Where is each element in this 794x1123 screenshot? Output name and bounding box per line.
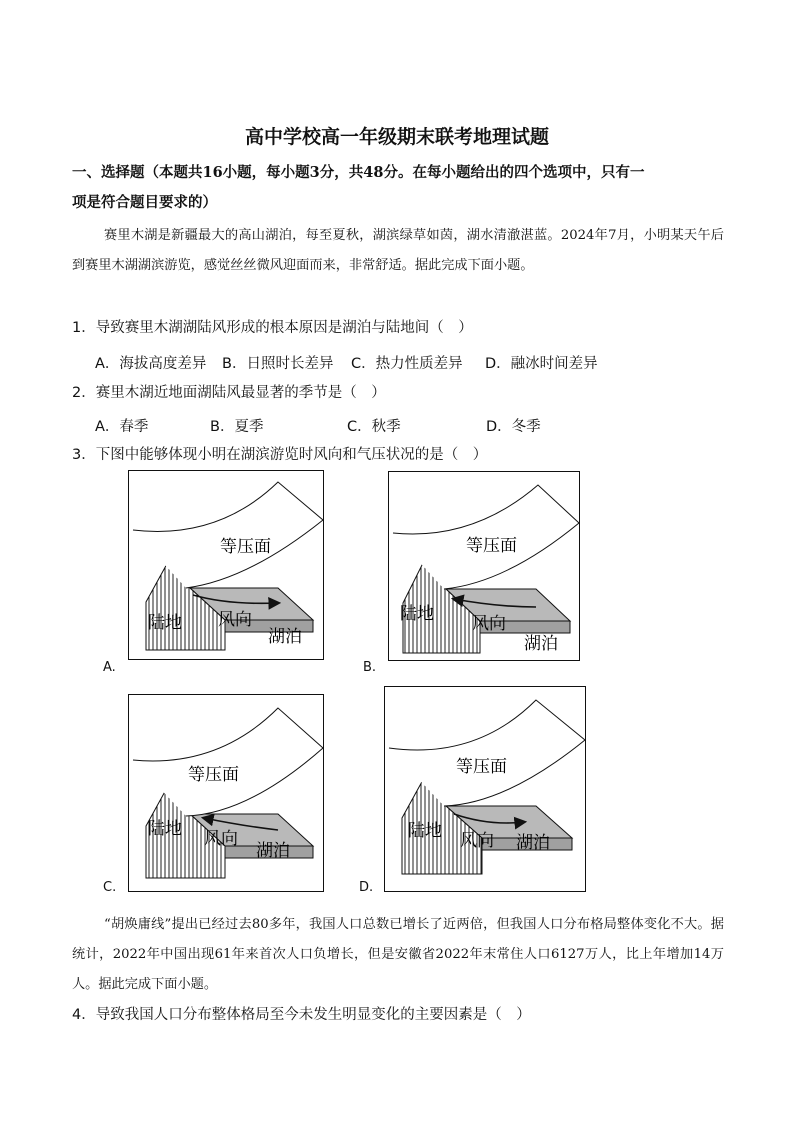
question-1-stem: 1．导致赛里木湖湖陆风形成的根本原因是湖泊与陆地间（ ） (72, 320, 473, 336)
q2-option-a: A．春季 (95, 419, 149, 435)
wind-label: 风向 (472, 614, 506, 634)
q2-option-c: C．秋季 (347, 419, 401, 435)
wind-label: 风向 (204, 829, 238, 849)
question-4-stem: 4．导致我国人口分布整体格局至今未发生明显变化的主要因素是（ ） (72, 1007, 531, 1023)
land-label: 陆地 (400, 604, 434, 624)
q2-option-d: D．冬季 (486, 419, 541, 435)
q1-option-a: A．海拔高度差异 (95, 356, 207, 372)
figure-b-label: B. (363, 660, 377, 675)
q1-option-c: C．热力性质差异 (351, 356, 463, 372)
q1-option-b: B．日照时长差异 (222, 356, 334, 372)
figure-c-diagram (128, 694, 324, 892)
figure-a-label: A. (103, 660, 116, 675)
lake-label: 湖泊 (256, 841, 290, 861)
exam-title: 高中学校高一年级期末联考地理试题 (244, 126, 549, 148)
land-label: 陆地 (148, 613, 182, 633)
lake-label: 湖泊 (524, 634, 558, 654)
q2-option-b: B．夏季 (210, 419, 264, 435)
figure-d-diagram (384, 686, 586, 892)
land-label: 陆地 (408, 821, 442, 841)
figure-a-diagram (128, 470, 324, 660)
question-3-stem: 3．下图中能够体现小明在湖滨游览时风向和气压状况的是（ ） (72, 447, 488, 463)
isobar-label: 等压面 (456, 757, 507, 777)
land-label: 陆地 (148, 819, 182, 839)
lake-label: 湖泊 (268, 627, 302, 647)
wind-label: 风向 (218, 610, 252, 630)
figure-b-diagram (388, 471, 580, 661)
section-heading-line1: 一、选择题（本题共16小题，每小题3分，共48分。在每小题给出的四个选项中，只有一 (72, 164, 645, 181)
question-2-stem: 2．赛里木湖近地面湖陆风最显著的季节是（ ） (72, 385, 386, 401)
isobar-label: 等压面 (220, 537, 271, 557)
figure-d-label: D. (359, 880, 374, 895)
q1-option-d: D．融冰时间差异 (485, 356, 598, 372)
figure-c-label: C. (103, 880, 117, 895)
section-heading-line2: 项是符合题目要求的） (72, 194, 217, 211)
isobar-label: 等压面 (188, 765, 239, 785)
passage-2: “胡焕庸线”提出已经过去80多年，我国人口总数已增长了近两倍，但我国人口分布格局整体变化不大。据统计，2022年中国出现61年来首次人口负增长，但是安徽省2022年末常住人口6127万人，比上年增加14万人。据此完成下面小题。 (72, 917, 724, 992)
passage-1: 赛里木湖是新疆最大的高山湖泊，每至夏秋，湖滨绿草如茵，湖水清澈湛蓝。2024年7月，小明某天午后到赛里木湖湖滨游览，感觉丝丝微风迎面而来，非常舒适。据此完成下面小题。 (72, 228, 724, 273)
wind-label: 风向 (460, 831, 494, 851)
isobar-label: 等压面 (466, 536, 517, 556)
lake-label: 湖泊 (516, 833, 550, 853)
